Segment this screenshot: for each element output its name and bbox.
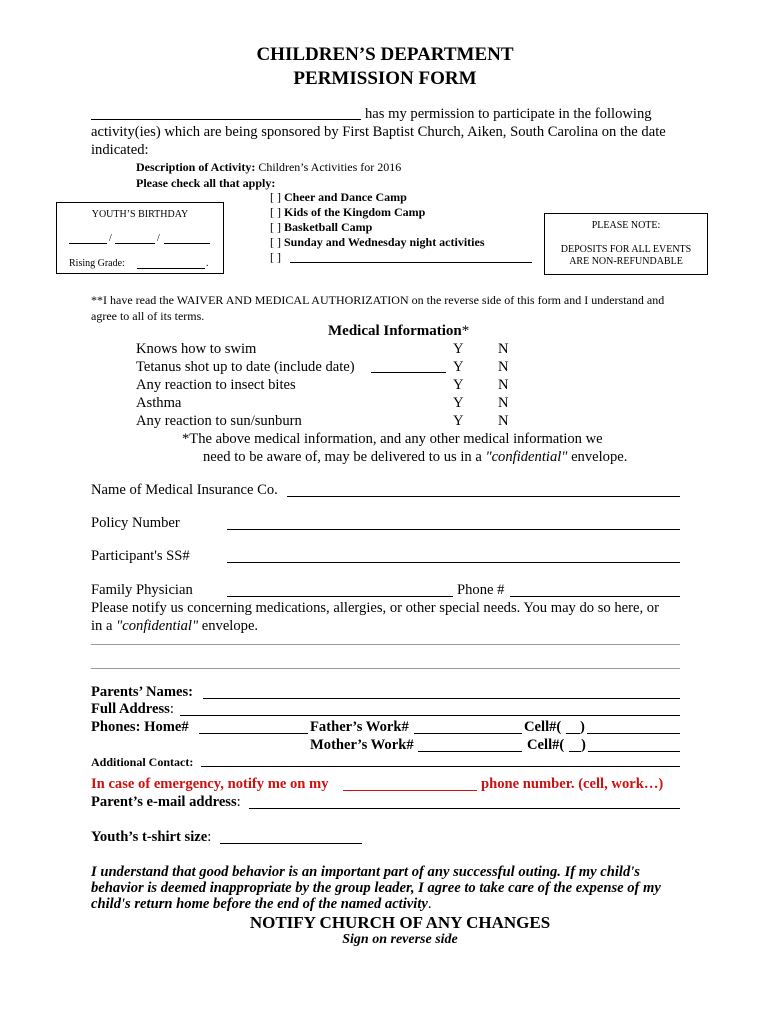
behavior-line1: I understand that good behavior is an important part of any successful outing. If my child's <box>91 864 640 880</box>
policy-number-label: Policy Number <box>91 515 180 531</box>
please-note-box <box>544 213 708 275</box>
youth-birthday-title: YOUTH’S BIRTHDAY <box>91 209 189 220</box>
yes-option[interactable]: Y <box>453 395 464 411</box>
activity-option-label: Cheer and Dance Camp <box>284 190 407 204</box>
behavior-line3-wrap <box>91 896 432 913</box>
notify-text: envelope. <box>198 618 259 634</box>
parents-names-label: Parents’ Names: <box>91 684 193 700</box>
medical-item-sun: Any reaction to sun/sunburn <box>136 413 302 429</box>
father-cell-area-field[interactable] <box>566 733 580 734</box>
mother-work-field[interactable] <box>418 751 522 752</box>
deposit-note-line2: ARE NON-REFUNDABLE <box>569 256 683 267</box>
physician-phone-label: Phone # <box>457 582 505 598</box>
activity-option-label: Kids of the Kingdom Camp <box>284 205 426 219</box>
activity-option-2[interactable] <box>270 205 425 220</box>
no-option[interactable]: N <box>498 359 509 375</box>
notify-line1: Please notify us concerning medications, allergies, or other special needs. You may do so here, or <box>91 600 659 616</box>
youth-birthday-box <box>56 202 224 274</box>
activity-option-label: Sunday and Wednesday night activities <box>284 235 485 249</box>
no-option[interactable]: N <box>498 377 509 393</box>
mother-cell-label: Cell#( <box>527 737 565 753</box>
medical-item-insect: Any reaction to insect bites <box>136 377 296 393</box>
yes-option[interactable]: Y <box>453 413 464 429</box>
additional-contact-label: Additional Contact: <box>91 755 194 769</box>
full-address-colon: : <box>169 701 174 717</box>
please-note-title: PLEASE NOTE: <box>591 220 661 231</box>
notify-text: in a <box>91 618 117 634</box>
medical-note-line1: *The above medical information, and any other medical information we <box>182 431 603 447</box>
form-title-line2: PERMISSION FORM <box>293 68 477 89</box>
mother-cell-area-field[interactable] <box>569 751 581 752</box>
waiver-line1: **I have read the WAIVER AND MEDICAL AUTHORIZATION on the reverse side of this form and I understand and <box>91 293 665 307</box>
father-work-field[interactable] <box>414 733 522 734</box>
insurance-label: Name of Medical Insurance Co. <box>91 482 278 498</box>
checkbox[interactable]: [ ] <box>270 220 281 234</box>
medical-heading-star: * <box>461 323 470 339</box>
full-address-label-wrap <box>91 701 174 718</box>
physician-field[interactable] <box>227 596 453 597</box>
emergency-phone-field[interactable] <box>343 790 477 791</box>
activity-option-4[interactable] <box>270 235 485 250</box>
activity-option-5[interactable] <box>270 250 281 265</box>
other-activity-field[interactable] <box>290 262 532 263</box>
rising-grade-field[interactable] <box>137 268 205 269</box>
activity-desc-label: Description of Activity: <box>136 160 256 174</box>
check-all-label: Please check all that apply: <box>136 176 276 190</box>
policy-number-field[interactable] <box>227 529 680 530</box>
physician-label: Family Physician <box>91 582 193 598</box>
full-address-field[interactable] <box>180 715 680 716</box>
notify-changes-heading: NOTIFY CHURCH OF ANY CHANGES <box>249 913 551 932</box>
mother-cell-close: ) <box>581 737 586 753</box>
medical-item-swim: Knows how to swim <box>136 341 257 357</box>
medical-item-tetanus: Tetanus shot up to date (include date) <box>136 359 355 375</box>
emergency-phone-type: phone number. (cell, work…) <box>481 776 664 792</box>
yes-option[interactable]: Y <box>453 359 464 375</box>
father-cell-label: Cell#( <box>524 719 562 735</box>
form-title-line1: CHILDREN’S DEPARTMENT <box>256 44 514 65</box>
email-field[interactable] <box>249 808 680 809</box>
confidential-text: "confidential" <box>116 618 199 634</box>
sign-reverse-note: Sign on reverse side <box>342 932 458 947</box>
intro-line2: activity(ies) which are being sponsored by First Baptist Church, Aiken, South Carolina on the date <box>91 124 666 140</box>
activity-desc-value: Children’s Activities for 2016 <box>258 160 402 174</box>
rising-grade-end: . <box>206 258 209 269</box>
date-separator: / <box>157 233 160 244</box>
birth-year-field[interactable] <box>164 243 210 244</box>
medical-note-text: envelope. <box>567 449 628 465</box>
medical-heading-text: Medical Information <box>328 323 462 339</box>
birth-day-field[interactable] <box>115 243 155 244</box>
home-phone-field[interactable] <box>199 733 308 734</box>
activity-option-label: Basketball Camp <box>284 220 373 234</box>
medical-heading <box>328 323 469 340</box>
date-separator: / <box>109 233 112 244</box>
medical-note-text: need to be aware of, may be delivered to us in a <box>203 449 486 465</box>
activity-description <box>136 160 401 175</box>
participant-name-field[interactable] <box>91 119 361 120</box>
special-needs-line-2[interactable] <box>91 668 680 669</box>
parents-names-field[interactable] <box>203 698 680 699</box>
activity-option-1[interactable] <box>270 190 407 205</box>
ssn-label: Participant's SS# <box>91 548 190 564</box>
rising-grade-label: Rising Grade: <box>69 258 125 269</box>
tetanus-date-field[interactable] <box>371 372 446 373</box>
intro-line3: indicated: <box>91 142 149 158</box>
medical-note-line2 <box>203 449 627 466</box>
medical-item-asthma: Asthma <box>136 395 182 411</box>
father-cell-field[interactable] <box>587 733 680 734</box>
father-work-label: Father’s Work# <box>310 719 409 735</box>
father-cell-close: ) <box>580 719 585 735</box>
checkbox[interactable]: [ ] <box>270 190 281 204</box>
email-label-wrap <box>91 794 241 811</box>
activity-option-3[interactable] <box>270 220 372 235</box>
mother-cell-field[interactable] <box>588 751 680 752</box>
phones-home-label: Phones: Home# <box>91 719 189 735</box>
behavior-line2: behavior is deemed inappropriate by the group leader, I agree to take care of the expense of my <box>91 880 661 896</box>
mother-work-label: Mother’s Work# <box>310 737 414 753</box>
no-option[interactable]: N <box>498 413 509 429</box>
no-option[interactable]: N <box>498 395 509 411</box>
insurance-field[interactable] <box>287 496 680 497</box>
behavior-line3-end: . <box>427 896 432 912</box>
tshirt-size-field[interactable] <box>220 843 362 844</box>
emergency-label: In case of emergency, notify me on my <box>91 776 329 792</box>
additional-contact-field[interactable] <box>201 766 680 767</box>
intro-line1: has my permission to participate in the following <box>365 106 652 122</box>
notify-line2 <box>91 618 258 635</box>
physician-phone-field[interactable] <box>510 596 680 597</box>
checkbox[interactable]: [ ] <box>270 250 281 264</box>
special-needs-line-1[interactable] <box>91 644 680 645</box>
birth-month-field[interactable] <box>69 243 107 244</box>
yes-option[interactable]: Y <box>453 341 464 357</box>
no-option[interactable]: N <box>498 341 509 357</box>
confidential-text: "confidential" <box>485 449 568 465</box>
tshirt-label-wrap <box>91 829 211 846</box>
tshirt-colon: : <box>207 829 212 845</box>
tshirt-label: Youth’s t-shirt size <box>91 829 208 845</box>
checkbox[interactable]: [ ] <box>270 205 281 219</box>
email-label: Parent’s e-mail address <box>91 794 237 810</box>
deposit-note-line1: DEPOSITS FOR ALL EVENTS <box>560 244 692 255</box>
ssn-field[interactable] <box>227 562 680 563</box>
waiver-line2: agree to all of its terms. <box>91 309 205 323</box>
email-colon: : <box>236 794 241 810</box>
checkbox[interactable]: [ ] <box>270 235 281 249</box>
yes-option[interactable]: Y <box>453 377 464 393</box>
full-address-label: Full Address <box>91 701 170 717</box>
behavior-line3: child's return home before the end of the named activity <box>91 896 428 912</box>
